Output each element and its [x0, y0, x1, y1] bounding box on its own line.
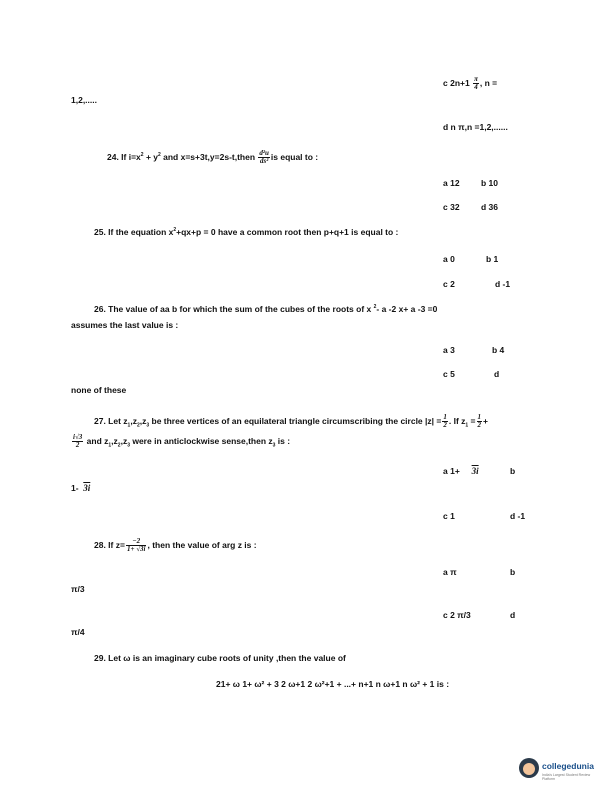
q26-question-continued: assumes the last value is :: [71, 320, 179, 330]
q24-question: 24. If $i=x^2 + y^2$ and x=s+3t,y=2s-t,then $\frac{\text{d²u}}{\text{ds²}}$ is equal to :: [107, 149, 319, 165]
q27-option-b: b: [510, 466, 516, 476]
q26-question: 26. The value of aa b for which the sum of the cubes of the roots of x $^2$- a -2 x+ a -3 =0: [94, 304, 438, 314]
q27-question-continued: $\frac{i√3}{2}$ and $z_1,z_2,z_3$ were in anticlockwise sense,then $z_3$ is :: [73, 433, 291, 449]
q25-option-c: c 2: [443, 279, 455, 289]
q24-option-d: d 36: [481, 202, 499, 212]
q26-option-d: d: [494, 369, 500, 379]
q28-question: 28. If z= $\frac{-2}{1+ √3i}$ , then the value of arg z is :: [94, 537, 257, 553]
q28-option-d-continued: π/4: [71, 627, 85, 637]
q28-option-b-continued: π/3: [71, 584, 85, 594]
q23-fraction: $\frac{\pi}{4}$: [474, 75, 478, 91]
logo-name: collegedunia: [542, 761, 594, 771]
q27-option-b-continued: 1- 3i: [71, 483, 91, 493]
q25-option-b: b 1: [486, 254, 499, 264]
q24-option-b: b 10: [481, 178, 499, 188]
q23-option-c-continued: 1,2,.....: [71, 95, 97, 105]
q26-option-d-continued: none of these: [71, 385, 127, 395]
logo-tagline: India's Largest Student Review Platform: [542, 773, 591, 781]
q28-fraction: $\frac{-2}{1+ √3i}$: [126, 537, 146, 553]
q27-option-a: a 1+ 3i: [443, 466, 479, 476]
q24-option-c: c 32: [443, 202, 460, 212]
q23-option-d: d n π,n =1,2,......: [443, 122, 508, 132]
q29-expression: 21+ ω 1+ ω² + 3 2 ω+1 2 ω²+1 + ...+ n+1 n ω+1 n ω² + 1 is :: [216, 679, 450, 689]
q26-option-a: a 3: [443, 345, 455, 355]
q28-option-b: b: [510, 567, 516, 577]
q28-option-c: c 2 π/3: [443, 610, 471, 620]
collegedunia-logo[interactable]: [519, 758, 601, 784]
q28-option-d: d: [510, 610, 516, 620]
q26-option-c: c 5: [443, 369, 455, 379]
q25-option-d: d -1: [495, 279, 511, 289]
q23-option-c: c 2n+1 $\frac{\pi}{4}$ , n =: [443, 75, 498, 91]
q24-fraction: $\frac{\text{d²u}}{\text{ds²}}$: [259, 149, 269, 165]
q27-fraction-2: $\frac{1}{2}$: [477, 413, 481, 429]
q28-option-a: a π: [443, 567, 457, 577]
logo-avatar-icon: [519, 758, 539, 778]
q27-option-c: c 1: [443, 511, 455, 521]
q29-question: 29. Let ω is an imaginary cube roots of unity ,then the value of: [94, 653, 346, 663]
q27-fraction-3: $\frac{i√3}{2}$: [73, 433, 83, 449]
q26-option-b: b 4: [492, 345, 505, 355]
q25-question: 25. If the equation $x^2+qx+p = 0$ have a common root then p+q+1 is equal to :: [94, 227, 399, 237]
q27-option-d: d -1: [510, 511, 526, 521]
q27-fraction-1: $\frac{1}{2}$: [443, 413, 447, 429]
q24-option-a: a 12: [443, 178, 460, 188]
q27-question: 27. Let $z_1,z_2,z_3$ be three vertices of an equilateral triangle circumscribing the circle |z| = $\frac{1}{2}$ . If $z_1$ = $\frac{1}{2}$ +: [94, 413, 488, 429]
q25-option-a: a 0: [443, 254, 455, 264]
